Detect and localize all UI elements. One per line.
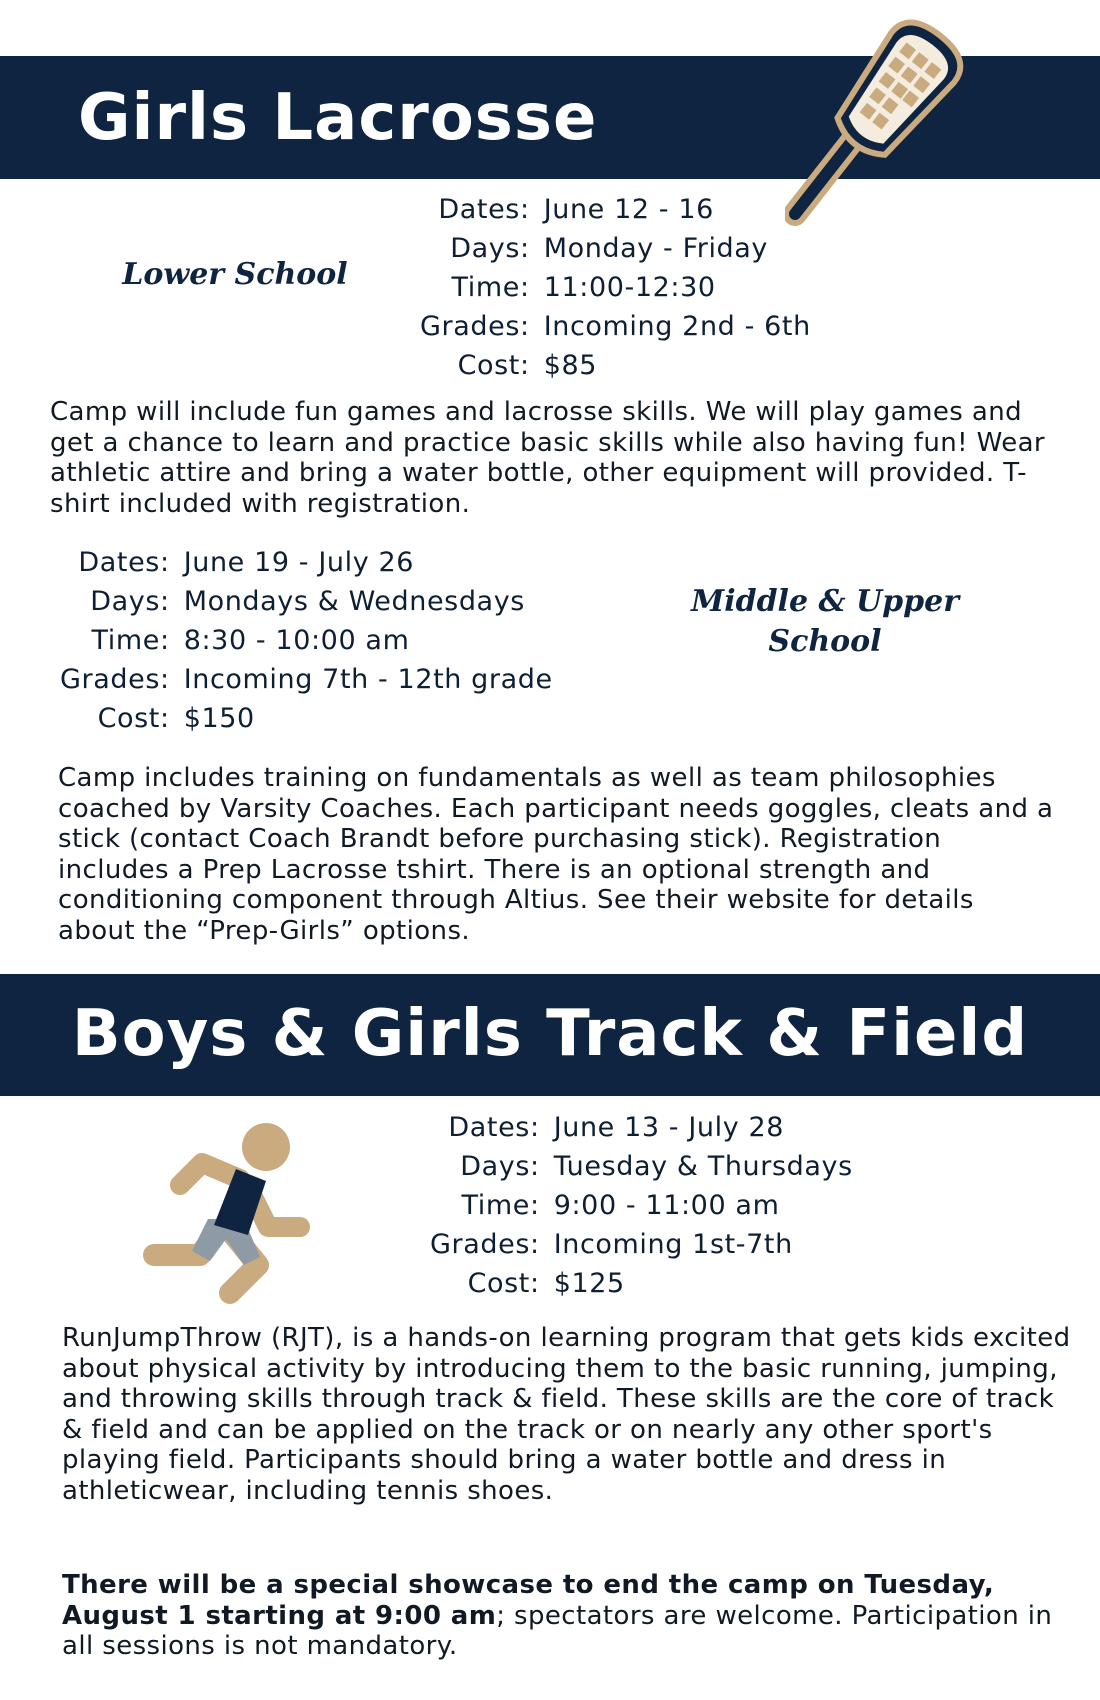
detail-key: Time: bbox=[91, 625, 170, 656]
detail-key: Cost: bbox=[457, 350, 530, 381]
lacrosse-title: Girls Lacrosse bbox=[78, 81, 598, 155]
detail-row bbox=[60, 699, 553, 738]
track-showcase-note bbox=[62, 1570, 1072, 1662]
detail-key: Days: bbox=[460, 1151, 540, 1182]
detail-key: Dates: bbox=[438, 194, 530, 225]
detail-key: Time: bbox=[451, 272, 530, 303]
detail-row bbox=[420, 190, 811, 229]
detail-row bbox=[420, 346, 811, 385]
detail-row bbox=[430, 1147, 853, 1186]
detail-row bbox=[430, 1225, 853, 1264]
detail-row bbox=[420, 307, 811, 346]
detail-value: $125 bbox=[553, 1268, 625, 1299]
detail-value: Incoming 1st-7th bbox=[553, 1229, 793, 1260]
detail-key: Grades: bbox=[420, 311, 530, 342]
detail-key: Cost: bbox=[467, 1268, 540, 1299]
middle-upper-label-line2: School bbox=[768, 624, 882, 659]
detail-key: Time: bbox=[461, 1190, 540, 1221]
lower-school-description: Camp will include fun games and lacrosse skills. We will play games and get a chance to learn and practice basic skills while also having fun! Wear athletic attire and bring a water bottle, other equipment will provided. T-shirt included with registration. bbox=[50, 397, 1046, 519]
detail-key: Dates: bbox=[448, 1112, 540, 1143]
detail-value: Monday - Friday bbox=[543, 233, 769, 264]
track-description: RunJumpThrow (RJT), is a hands-on learning program that gets kids excited about physical activity by introducing them to the basic running, jumping, and throwing skills through track & field. These skills are the core of track & field and can be applied on the track or on nearly any other sport's playing field. Participants should bring a water bottle and dress in athleticwear, including tennis shoes. bbox=[62, 1323, 1071, 1506]
lower-school-details bbox=[420, 190, 811, 385]
detail-value: 8:30 - 10:00 am bbox=[183, 625, 410, 656]
runner-icon bbox=[140, 1115, 320, 1305]
detail-key: Dates: bbox=[78, 547, 170, 578]
detail-row bbox=[430, 1186, 853, 1225]
detail-row bbox=[60, 621, 553, 660]
showcase-rest-text: ; spectators are welcome. Participation in all sessions is not mandatory. bbox=[62, 1600, 1053, 1661]
detail-key: Days: bbox=[90, 586, 170, 617]
detail-row bbox=[60, 660, 553, 699]
detail-value: Incoming 7th - 12th grade bbox=[183, 664, 553, 695]
detail-key: Cost: bbox=[97, 703, 170, 734]
detail-value: 11:00-12:30 bbox=[543, 272, 716, 303]
showcase-bold-text: There will be a special showcase to end the camp on Tuesday, August 1 starting at 9:00 am bbox=[62, 1570, 995, 1631]
lower-school-label: Lower School bbox=[122, 257, 348, 292]
middle-upper-label-line1: Middle & Upper bbox=[690, 584, 960, 619]
detail-value: Tuesday & Thursdays bbox=[553, 1151, 853, 1182]
detail-value: June 13 - July 28 bbox=[553, 1112, 785, 1143]
detail-value: June 19 - July 26 bbox=[183, 547, 415, 578]
detail-value: Incoming 2nd - 6th bbox=[543, 311, 811, 342]
detail-value: $85 bbox=[543, 350, 598, 381]
lacrosse-stick-icon bbox=[785, 18, 1015, 238]
track-details bbox=[430, 1108, 853, 1303]
detail-key: Grades: bbox=[60, 664, 170, 695]
detail-value: June 12 - 16 bbox=[543, 194, 714, 225]
middle-upper-label bbox=[680, 582, 970, 662]
middle-upper-description: Camp includes training on fundamentals as well as team philosophies coached by Varsity Coaches. Each participant needs goggles, cleats and a stick (contact Coach Brandt before purchasing stick). Registration includes a Prep Lacrosse tshirt. There is an optional strength and conditioning component through Altius. See their website for details about the “Prep-Girls” options. bbox=[58, 763, 1054, 946]
middle-upper-details bbox=[60, 543, 553, 738]
track-title: Boys & Girls Track & Field bbox=[71, 997, 1029, 1071]
detail-row bbox=[60, 543, 553, 582]
detail-row bbox=[430, 1108, 853, 1147]
detail-value: $150 bbox=[183, 703, 255, 734]
track-banner bbox=[0, 974, 1100, 1096]
detail-row bbox=[420, 268, 811, 307]
detail-row bbox=[430, 1264, 853, 1303]
detail-value: Mondays & Wednesdays bbox=[183, 586, 525, 617]
detail-row bbox=[420, 229, 811, 268]
detail-row bbox=[60, 582, 553, 621]
detail-key: Grades: bbox=[430, 1229, 540, 1260]
detail-key: Days: bbox=[450, 233, 530, 264]
detail-value: 9:00 - 11:00 am bbox=[553, 1190, 780, 1221]
